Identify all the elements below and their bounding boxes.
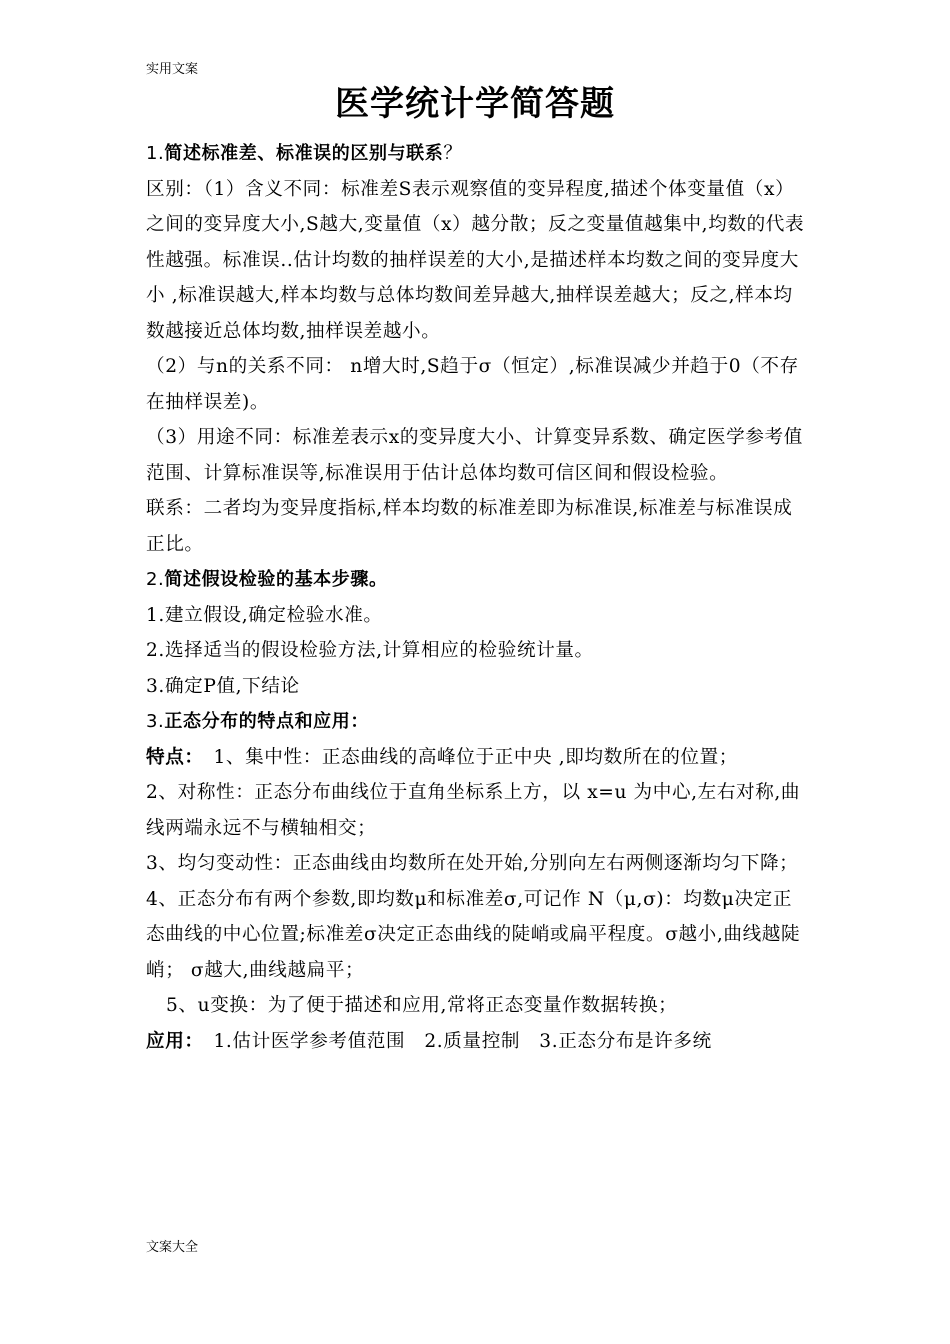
page-header: 实用文案 (146, 62, 199, 77)
question-title: 正态分布的特点和应用： (164, 711, 369, 732)
difference-point-3: （3）用途不同：标准差表示x的变异度大小、计算变异系数、确定医学参考值范围、计算标准误等,标准误用于估计总体均数可信区间和假设检验。 (146, 427, 803, 484)
document-body (146, 136, 808, 1059)
question-2-heading (146, 562, 808, 598)
step-item: 3.确定P值,下结论 (146, 675, 300, 697)
relation-paragraph: 联系：二者均为变异度指标,样本均数的标准差即为标准误,标准差与标准误成正比。 (146, 498, 793, 555)
features-label: 特点： (146, 746, 195, 768)
feature-4: 4、正态分布有两个参数,即均数μ和标准差σ,可记作 N（μ,σ)：均数μ决定正态曲线的中心位置;标准差σ决定正态曲线的陡峭或扁平程度。σ越小,曲线越陡峭； σ越大,曲线越扁平； (146, 888, 801, 981)
question-title: 简述假设检验的基本步骤。 (164, 569, 388, 590)
question-title: 简述标准差、标准误的区别与联系 (164, 143, 444, 164)
feature-2: 2、对称性：正态分布曲线位于直角坐标系上方，以 x=u 为中心,左右对称,曲线两端永远不与横轴相交； (146, 782, 801, 839)
page-footer: 文案大全 (146, 1240, 199, 1255)
question-number: 1. (146, 143, 165, 164)
feature-1 (146, 740, 808, 776)
applications-text: 1.估计医学参考值范围 2.质量控制 3.正态分布是许多统 (194, 1030, 712, 1052)
question-number: 2. (146, 569, 165, 590)
applications (146, 1024, 808, 1060)
feature-1-text: 1、集中性：正态曲线的高峰位于正中央 ,即均数所在的位置； (194, 746, 738, 768)
step-item: 1.建立假设,确定检验水准。 (146, 604, 383, 626)
feature-5: 5、u变换：为了便于描述和应用,常将正态变量作数据转换； (166, 995, 678, 1016)
question-3-heading (146, 704, 808, 740)
difference-point-2: （2）与n的关系不同： n增大时,S趋于σ（恒定）,标准误减少并趋于0（不存在抽样误差)。 (146, 356, 799, 413)
question-number: 3. (146, 711, 165, 732)
applications-label: 应用： (146, 1030, 195, 1052)
question-mark: ？ (443, 143, 463, 164)
feature-3: 3、均匀变动性：正态曲线由均数所在处开始,分别向左右两侧逐渐均匀下降； (146, 853, 799, 874)
step-item: 2.选择适当的假设检验方法,计算相应的检验统计量。 (146, 640, 594, 661)
page-title: 医学统计学简答题 (335, 84, 615, 124)
question-1-heading (146, 136, 808, 172)
difference-paragraph: 区别：（1）含义不同：标准差S表示观察值的变异程度,描述个体变量值（x）之间的变异度大小,S越大,变量值（x）越分散；反之变量值越集中,均数的代表性越强。标准误..估计均数的抽样误差的大小,是描述样本均数之间的变异度大小 ,标准误越大,样本均数与总体均数间差异越大,抽样误差越大；反之,样本均数越接近总体均数,抽样误差越小。 (146, 178, 805, 342)
